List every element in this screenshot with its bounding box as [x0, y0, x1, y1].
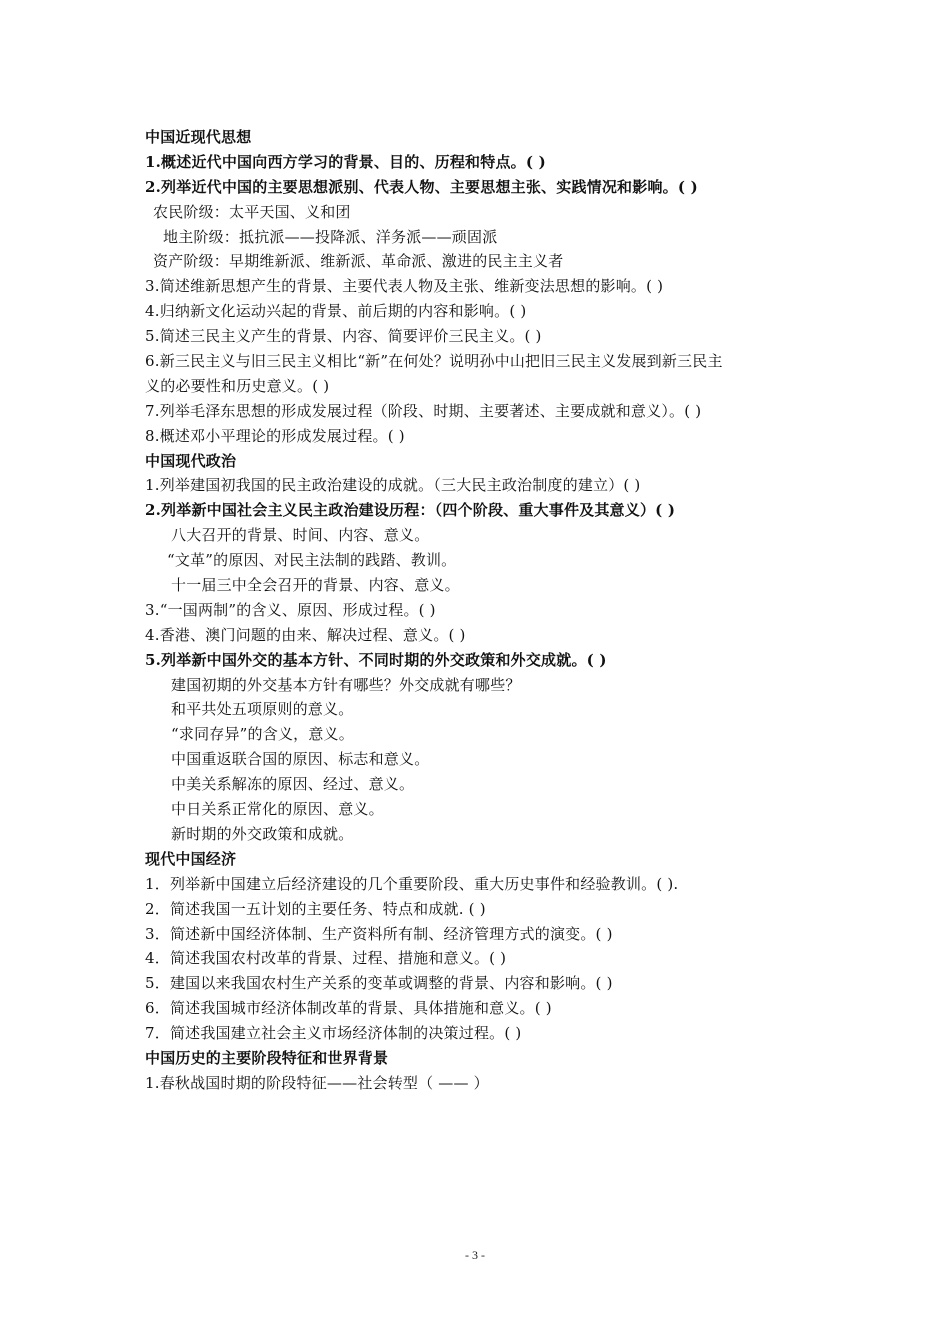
- outline-text-line: 3.“一国两制”的含义、原因、形成过程。( ): [145, 600, 436, 619]
- outline-text-line: 地主阶级：抵抗派——投降派、洋务派——顽固派: [163, 227, 498, 246]
- outline-heading-line: 5.列举新中国外交的基本方针、不同时期的外交政策和外交成就。( ): [145, 650, 607, 669]
- outline-text-line: 5．建国以来我国农村生产关系的变革或调整的背景、内容和影响。( ): [145, 974, 613, 993]
- outline-text-line: 7.列举毛泽东思想的形成发展过程（阶段、时期、主要著述、主要成就和意义）。( ): [145, 401, 702, 420]
- outline-text-line: 中国重返联合国的原因、标志和意义。: [171, 750, 430, 769]
- outline-text-line: 6.新三民主义与旧三民主义相比“新”在何处？说明孙中山把旧三民主义发展到新三民主: [145, 352, 723, 371]
- outline-text-line: 和平共处五项原则的意义。: [171, 700, 354, 719]
- outline-heading-line: 现代中国经济: [145, 849, 237, 868]
- outline-heading-line: 中国现代政治: [145, 451, 237, 470]
- outline-text-line: 新时期的外交政策和成就。: [171, 824, 354, 843]
- outline-text-line: 1．列举新中国建立后经济建设的几个重要阶段、重大历史事件和经验教训。( ).: [145, 874, 679, 893]
- outline-text-line: 十一届三中全会召开的背景、内容、意义。: [171, 576, 460, 595]
- outline-text-line: 1.春秋战国时期的阶段特征——社会转型（ —— ）: [145, 1073, 489, 1092]
- outline-body: [145, 125, 825, 1096]
- outline-text-line: 中美关系解冻的原因、经过、意义。: [171, 775, 415, 794]
- outline-text-line: 中日关系正常化的原因、意义。: [171, 800, 384, 819]
- outline-text-line: 3．简述新中国经济体制、生产资料所有制、经济管理方式的演变。( ): [145, 924, 613, 943]
- page-number: - 3 -: [465, 1248, 485, 1262]
- outline-text-line: 2．简述我国一五计划的主要任务、特点和成就. ( ): [145, 899, 486, 918]
- outline-text-line: 3.简述维新思想产生的背景、主要代表人物及主张、维新变法思想的影响。( ): [145, 277, 664, 296]
- outline-text-line: “文革”的原因、对民主法制的践踏、教训。: [167, 551, 457, 570]
- outline-heading-line: 中国近现代思想: [145, 128, 252, 146]
- outline-text-line: 4.归纳新文化运动兴起的背景、前后期的内容和影响。( ): [145, 302, 527, 321]
- outline-text-line: 义的必要性和历史意义。( ): [145, 376, 330, 395]
- outline-text-line: “求同存异”的含义，意义。: [171, 725, 354, 744]
- outline-text-line: 4．简述我国农村改革的背景、过程、措施和意义。( ): [145, 949, 507, 968]
- outline-heading-line: 中国历史的主要阶段特征和世界背景: [145, 1048, 389, 1067]
- outline-text-line: 八大召开的背景、时间、内容、意义。: [171, 526, 430, 545]
- outline-heading-line: 2.列举新中国社会主义民主政治建设历程：（四个阶段、重大事件及其意义）( ): [145, 501, 676, 520]
- outline-text-line: 资产阶级：早期维新派、维新派、革命派、激进的民主主义者: [153, 252, 564, 271]
- outline-text-line: 6．简述我国城市经济体制改革的背景、具体措施和意义。( ): [145, 999, 552, 1018]
- outline-text-line: 4.香港、澳门问题的由来、解决过程、意义。( ): [145, 625, 466, 644]
- outline-text-line: 1.列举建国初我国的民主政治建设的成就。（三大民主政治制度的建立）( ): [145, 476, 641, 495]
- outline-text-line: 7．简述我国建立社会主义市场经济体制的决策过程。( ): [145, 1024, 522, 1043]
- outline-text-line: 农民阶级：太平天国、义和团: [153, 202, 351, 221]
- outline-text-line: 5.简述三民主义产生的背景、内容、简要评价三民主义。( ): [145, 327, 542, 346]
- outline-text-line: 8.概述邓小平理论的形成发展过程。( ): [145, 426, 405, 445]
- outline-heading-line: 2.列举近代中国的主要思想派别、代表人物、主要思想主张、实践情况和影响。( ): [145, 177, 698, 196]
- outline-text-line: 建国初期的外交基本方针有哪些？外交成就有哪些？: [171, 675, 521, 694]
- outline-heading-line: 1.概述近代中国向西方学习的背景、目的、历程和特点。( ): [145, 152, 546, 171]
